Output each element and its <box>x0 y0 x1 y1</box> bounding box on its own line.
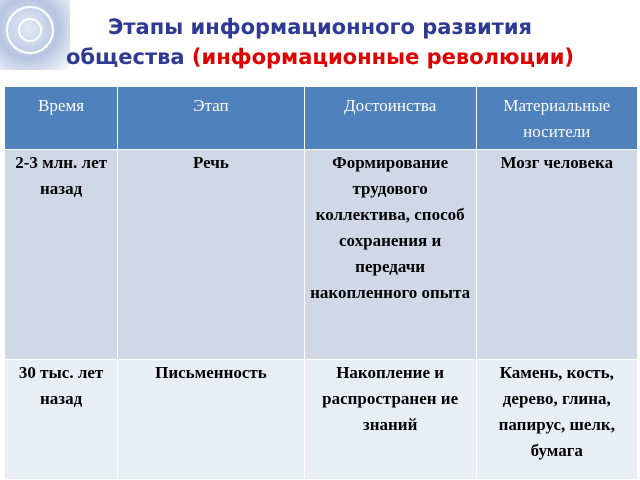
slide-title <box>0 12 640 72</box>
table-row <box>5 150 638 360</box>
cell-media: Мозг человека <box>476 150 637 360</box>
cell-media: Камень, кость, дерево, глина, папирус, шелк, бумага <box>476 360 637 480</box>
cell-advantages: Накопление и распространен ие знаний <box>304 360 476 480</box>
title-line-1: Этапы информационного развития <box>107 15 533 39</box>
header-stage: Этап <box>118 87 305 150</box>
title-line-2 <box>0 42 640 72</box>
table-row <box>5 360 638 480</box>
table-header-row <box>5 87 638 150</box>
cell-stage: Письменность <box>118 360 305 480</box>
stages-table <box>4 86 638 480</box>
title-line-2-plain: общества <box>65 45 185 69</box>
title-line-2-accent: (информационные революции) <box>191 45 575 69</box>
header-media: Материальные носители <box>476 87 637 150</box>
cell-stage: Речь <box>118 150 305 360</box>
header-advantages: Достоинства <box>304 87 476 150</box>
cell-advantages: Формирование трудового коллектива, способ сохранения и передачи накопленного опыта <box>304 150 476 360</box>
cell-time: 30 тыс. лет назад <box>5 360 118 480</box>
cell-time: 2-3 млн. лет назад <box>5 150 118 360</box>
header-time: Время <box>5 87 118 150</box>
